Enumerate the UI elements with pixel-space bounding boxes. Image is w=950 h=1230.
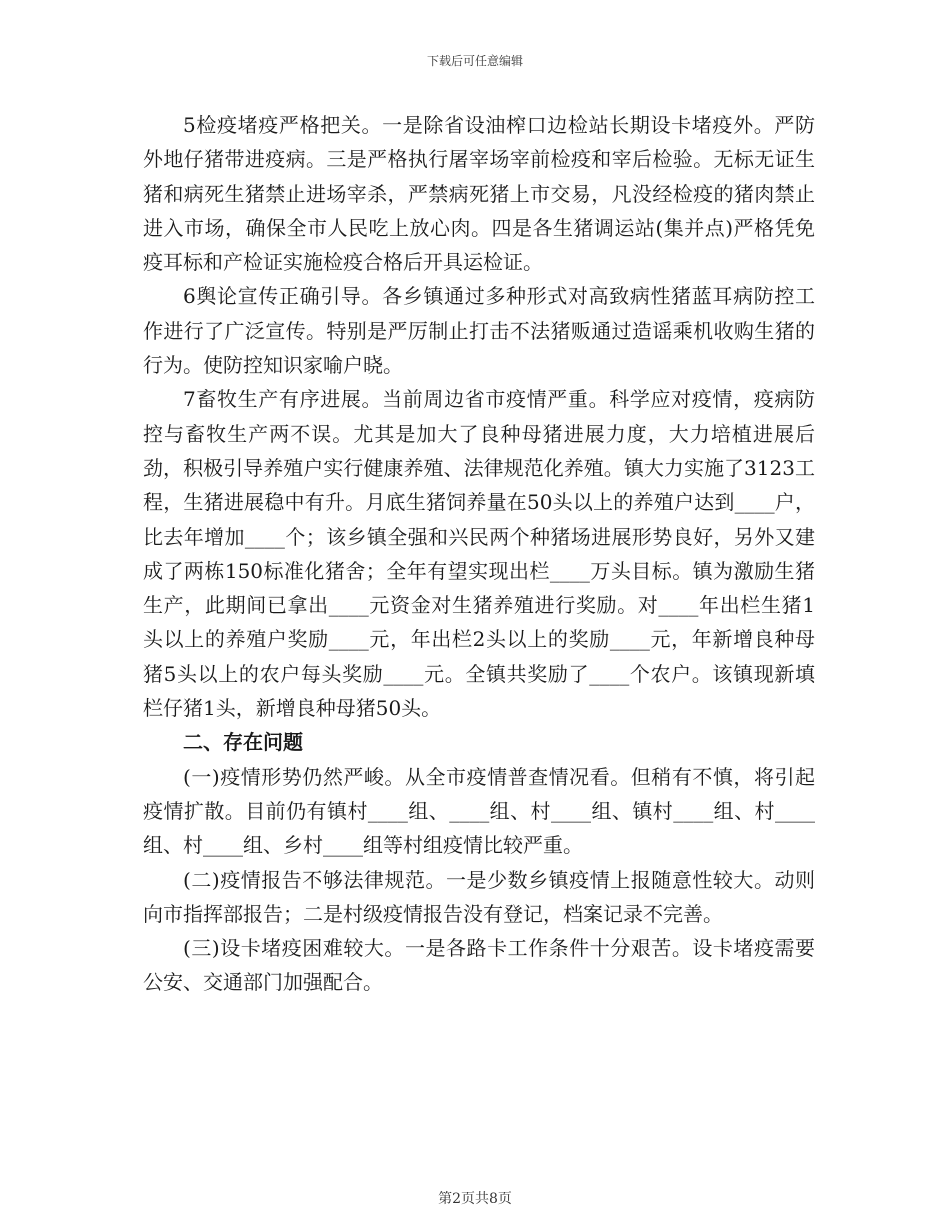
- paragraph-problem-1: (一)疫情形势仍然严峻。从全市疫情普查情况看。但稍有不慎，将引起疫情扩散。目前仍有镇村____组、____组、村____组、镇村____组、村____组、村____组、乡村____组等村组疫情比较严重。: [143, 764, 815, 858]
- paragraph-problem-2: (二)疫情报告不够法律规范。一是少数乡镇疫情上报随意性较大。动则向市指挥部报告；二是村级疫情报告没有登记，档案记录不完善。: [143, 867, 815, 926]
- paragraph-inspection: 5检疫堵疫严格把关。一是除省设油榨口边检站长期设卡堵疫外。严防外地仔猪带进疫病。三是严格执行屠宰场宰前检疫和宰后检验。无标无证生猪和病死生猪禁止进场宰杀，严禁病死猪上市交易，凡没经检疫的猪肉禁止进入市场，确保全市人民吃上放心肉。四是各生猪调运站(集并点)严格凭免疫耳标和产检证实施检疫合格后开具运检证。: [143, 113, 815, 275]
- page-header-note: 下载后可任意编辑: [426, 54, 523, 68]
- paragraph-livestock-production: 7畜牧生产有序进展。当前周边省市疫情严重。科学应对疫情，疫病防控与畜牧生产两不误。尤其是加大了良种母猪进展力度，大力培植进展后劲，积极引导养殖户实行健康养殖、法律规范化养殖。镇大力实施了3123工程，生猪进展稳中有升。月底生猪饲养量在50头以上的养殖户达到____户，比去年增加____个；该乡镇全强和兴民两个种猪场进展形势良好，另外又建成了两栋150标准化猪舍；全年有望实现出栏____万头目标。镇为激励生猪生产，此期间已拿出____元资金对生猪养殖进行奖励。对____年出栏生猪1头以上的养殖户奖励____元，年出栏2头以上的奖励____元，年新增良种母猪5头以上的农户每头奖励____元。全镇共奖励了____个农户。该镇现新填栏仔猪1头，新增良种母猪50头。: [143, 387, 815, 721]
- page-footer-number: 第2页共8页: [438, 1191, 512, 1207]
- paragraph-problem-3: (三)设卡堵疫困难较大。一是各路卡工作条件十分艰苦。设卡堵疫需要公安、交通部门加强配合。: [143, 936, 815, 995]
- section-heading-problems: 二、存在问题: [183, 730, 303, 755]
- paragraph-publicity: 6舆论宣传正确引导。各乡镇通过多种形式对高致病性猪蓝耳病防控工作进行了广泛宣传。特别是严厉制止打击不法猪贩通过造谣乘机收购生猪的行为。使防控知识家喻户晓。: [143, 284, 815, 378]
- document-body: [143, 108, 815, 1000]
